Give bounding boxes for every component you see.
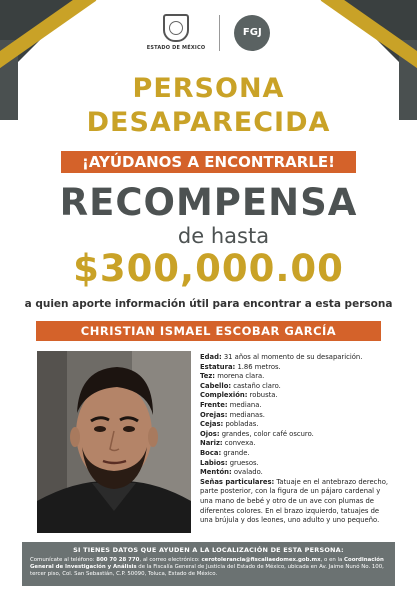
detail-value: grandes, color café oscuro. [219,429,314,438]
detail-label: Cejas: [200,420,224,429]
detail-value: robusta. [247,391,278,400]
fgj-logo: FGJ [234,15,270,51]
reward-upto: de hasta [177,224,270,248]
detail-row [200,353,390,363]
detail-row [200,382,390,392]
detail-value: gruesos. [227,458,259,467]
detail-row [200,459,390,469]
detail-label: Edad: [200,353,222,361]
detail-label: Señas particulares: [200,477,275,486]
detail-value: castaño claro. [231,381,281,390]
detail-row [200,478,390,526]
detail-value: 31 años al momento de su desaparición. [221,353,363,361]
detail-label: Boca: [200,448,222,457]
person-name: CHRISTIAN ISMAEL ESCOBAR GARCÍA [36,321,381,341]
detail-label: Labios: [200,458,228,467]
detail-label: Orejas: [200,410,228,419]
detail-value: ovalado. [231,468,263,477]
detail-row [200,420,390,430]
logo-divider [219,15,220,51]
footer-contact-text [22,554,395,578]
detail-value: 1.86 metros. [235,362,281,371]
footer-text-4: de la Fiscalía General de Justicia del Estado de México, ubicada en Av. Jaime Nunó No. 100, tercer piso, Col. San Sebastián, C.P. 50090, Toluca, Estado de México. [30,564,384,577]
contact-office: Coordinación General de Investigación y Análisis [30,557,384,570]
reward-amount: $300,000.00 [73,247,344,290]
detail-label: Estatura: [200,362,236,371]
detail-value: pobladas. [223,420,259,429]
detail-row [200,468,390,478]
reward-subtitle: a quien aporte información útil para encontrar a esta persona [24,298,393,310]
edomex-label: ESTADO DE MÉXICO [146,45,206,51]
footer-text-3: , o en la [320,557,345,563]
detail-row [200,391,390,401]
detail-row [200,401,390,411]
detail-row [200,430,390,440]
detail-value: medianas. [227,410,265,419]
detail-row [200,372,390,382]
detail-row [200,449,390,459]
detail-row [200,439,390,449]
header-logos [0,14,417,51]
title-line-2: DESAPARECIDA [86,107,331,138]
detail-label: Complexión: [200,391,248,400]
person-portrait-image [37,351,191,533]
contact-phone[interactable]: 800 70 28 770 [96,557,140,563]
footer-text-1: Comunícate al teléfono: [30,557,97,563]
coat-of-arms-icon [163,14,189,42]
contact-footer [22,542,395,586]
detail-value: Tatuaje en el antebrazo derecho, parte posterior, con la figura de un pájaro cardenal y una mano de bebé y otro de un ave con plumas de diferentes colores. En el brazo izquierdo, tatuajes de una brújula y dos leones, uno adulto y uno pequeño. [200,477,389,525]
person-details [200,353,390,526]
help-banner: ¡AYÚDANOS A ENCONTRARLE! [61,151,356,173]
edomex-logo [147,14,206,51]
detail-value: convexa. [222,439,256,448]
detail-label: Cabello: [200,381,232,390]
detail-label: Ojos: [200,429,220,438]
detail-value: morena clara. [215,372,265,381]
person-photo [37,351,191,533]
detail-value: grande. [221,448,250,457]
reward-label: RECOMPENSA [59,181,358,224]
detail-label: Frente: [200,400,228,409]
contact-email[interactable]: cerotolerancia@fiscaliaedomex.gob.mx [201,557,321,563]
detail-label: Nariz: [200,439,223,448]
detail-label: Mentón: [200,468,232,477]
detail-label: Tez: [200,372,216,381]
detail-row [200,363,390,373]
detail-value: mediana. [227,400,262,409]
detail-row [200,411,390,421]
footer-heading: SI TIENES DATOS QUE AYUDEN A LA LOCALIZACIÓN DE ESTA PERSONA: [73,546,344,554]
title-line-1: PERSONA [132,73,285,104]
footer-text-2: , al correo electrónico: [139,557,202,563]
